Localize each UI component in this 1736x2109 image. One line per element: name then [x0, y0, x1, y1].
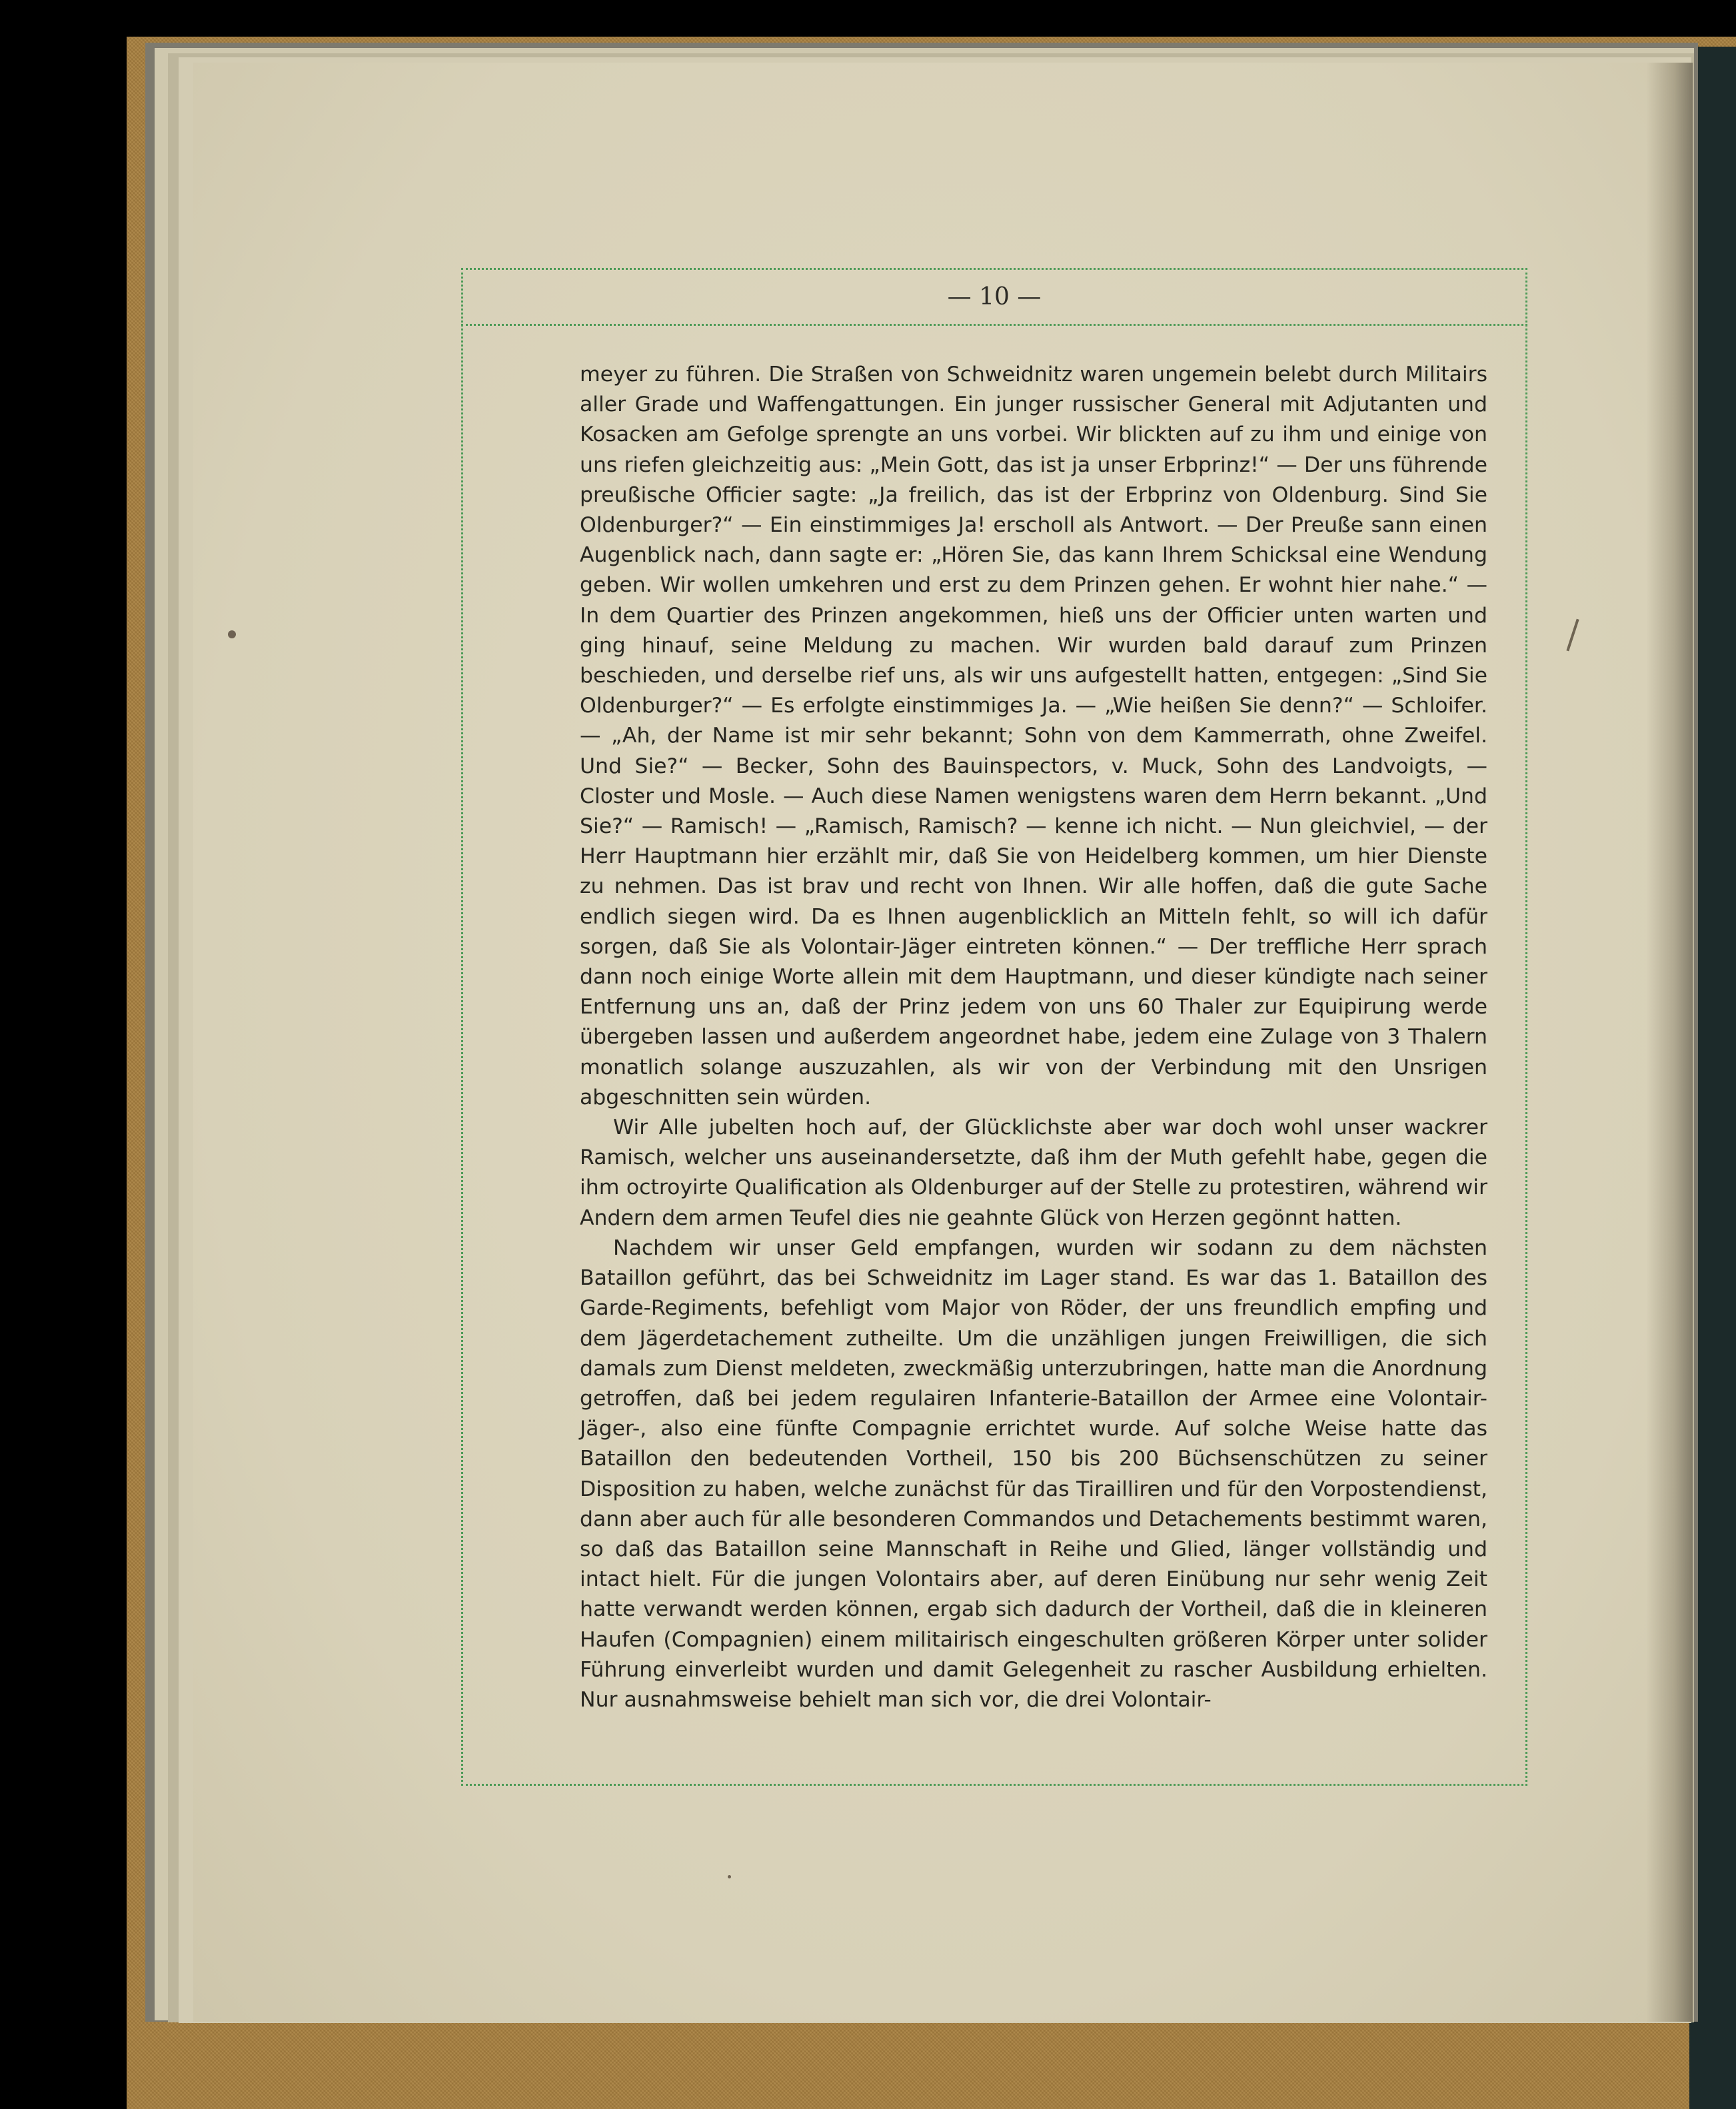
page-number: — 10 — [947, 283, 1042, 311]
paper-spot [728, 1875, 731, 1878]
gutter-shadow [1646, 63, 1693, 2022]
paragraph: Nachdem wir unser Geld empfangen, wurden wir sodann zu dem nächsten Bataillon geführt, das bei Schweidnitz im Lager stand. Es war das 1. Bataillon des Garde-Regiments, befehligt vom Major von Röder, der uns freundlich empfing und dem Jägerdetachement zutheilte. Um die unzähligen jungen Freiwilligen, die sich damals zum Dienst meldeten, zweckmäßig unterzubringen, hatte man die Anordnung getroffen, daß bei jedem regulairen Infanterie-Bataillon der Armee eine Volontair-Jäger-, also eine fünfte Compagnie errichtet wurde. Auf solche Weise hatte das Bataillon den bedeutenden Vortheil, 150 bis 200 Büchsenschützen zu seiner Disposition zu haben, welche zunächst für das Tirailliren und für den Vorpostendienst, dann aber auch für alle besonderen Commandos und Detachements bestimmt waren, so daß das Bataillon seine Mannschaft in Reihe und Glied, länger vollständig und intact hielt. Für die jungen Volontairs aber, auf deren Einübung nur sehr wenig Zeit hatte verwandt werden können, ergab sich dadurch der Vortheil, daß die in kleineren Haufen (Compagnien) einem militairisch eingeschulten größeren Körper unter solider Führung einverleibt wurden und damit Gelegenheit zu rascher Ausbildung erhielten. Nur ausnahmsweise behielt man sich vor, die drei Volontair- [580, 1235, 1487, 1712]
paragraph: meyer zu führen. Die Straßen von Schweidnitz waren ungemein belebt durch Militairs aller Grade und Waffengattungen. Ein junger russischer General mit Adjutanten und Kosacken am Gefolge sprengte an uns vorbei. Wir blickten auf zu ihm und einige von uns riefen gleichzeitig aus: „Mein Gott, das ist ja unser Erbprinz!“ — Der uns führende preußische Officier sagte: „Ja freilich, das ist der Erbprinz von Oldenburg. Sind Sie Oldenburger?“ — Ein einstimmiges Ja! erscholl als Antwort. — Der Preuße sann einen Augenblick nach, dann sagte er: „Hören Sie, das kann Ihrem Schicksal eine Wendung geben. Wir wollen umkehren und erst zu dem Prinzen gehen. Er wohnt hier nahe.“ — In dem Quartier des Prinzen angekommen, hieß uns der Officier unten warten und ging hinauf, seine Meldung zu machen. Wir wurden bald darauf zum Prinzen beschieden, und derselbe rief uns, als wir uns aufgestellt hatten, entgegen: „Sind Sie Oldenburger?“ — Es erfolgte einstimmiges Ja. — „Wie heißen Sie denn?“ — Schloifer. — „Ah, der Name ist mir sehr bekannt; Sohn von dem Kammerrath, ohne Zweifel. Und Sie?“ — Becker, Sohn des Bauinspectors, v. Muck, Sohn des Landvoigts, — Closter und Mosle. — Auch diese Namen wenigstens waren dem Herrn bekannt. „Und Sie?“ — Ramisch! — „Ramisch, Ramisch? — kenne ich nicht. — Nun gleichviel, — der Herr Hauptmann hier erzählt mir, daß Sie von Heidelberg kommen, um hier Dienste zu nehmen. Das ist brav und recht von Ihnen. Wir alle hoffen, daß die gute Sache endlich siegen wird. Da es Ihnen augenblicklich an Mitteln fehlt, so will ich dafür sorgen, daß Sie als Volontair-Jäger eintreten können.“ — Der treffliche Herr sprach dann noch einige Worte allein mit dem Hauptmann, und dieser kündigte nach seiner Entfernung uns an, daß der Prinz jedem von uns 60 Thaler zur Equipirung werde übergeben lassen und außerdem angeordnet habe, jedem eine Zulage von 3 Thalern monatlich solange auszuzahlen, als wir von der Verbindung mit den Unsrigen abgeschnitten sein würden. [580, 362, 1487, 1109]
body-text [580, 360, 1487, 1715]
header-rule [461, 324, 1527, 326]
paper-spot [228, 630, 236, 638]
paragraph: Wir Alle jubelten hoch auf, der Glücklichste aber war doch wohl unser wackrer Ramisch, welcher uns auseinandersetzte, daß ihm der Muth gefehlt habe, gegen die ihm octroyirte Qualification als Oldenburger auf der Stelle zu protestiren, während wir Andern dem armen Teufel dies nie geahnte Glück von Herzen gegönnt hatten. [580, 1115, 1487, 1230]
